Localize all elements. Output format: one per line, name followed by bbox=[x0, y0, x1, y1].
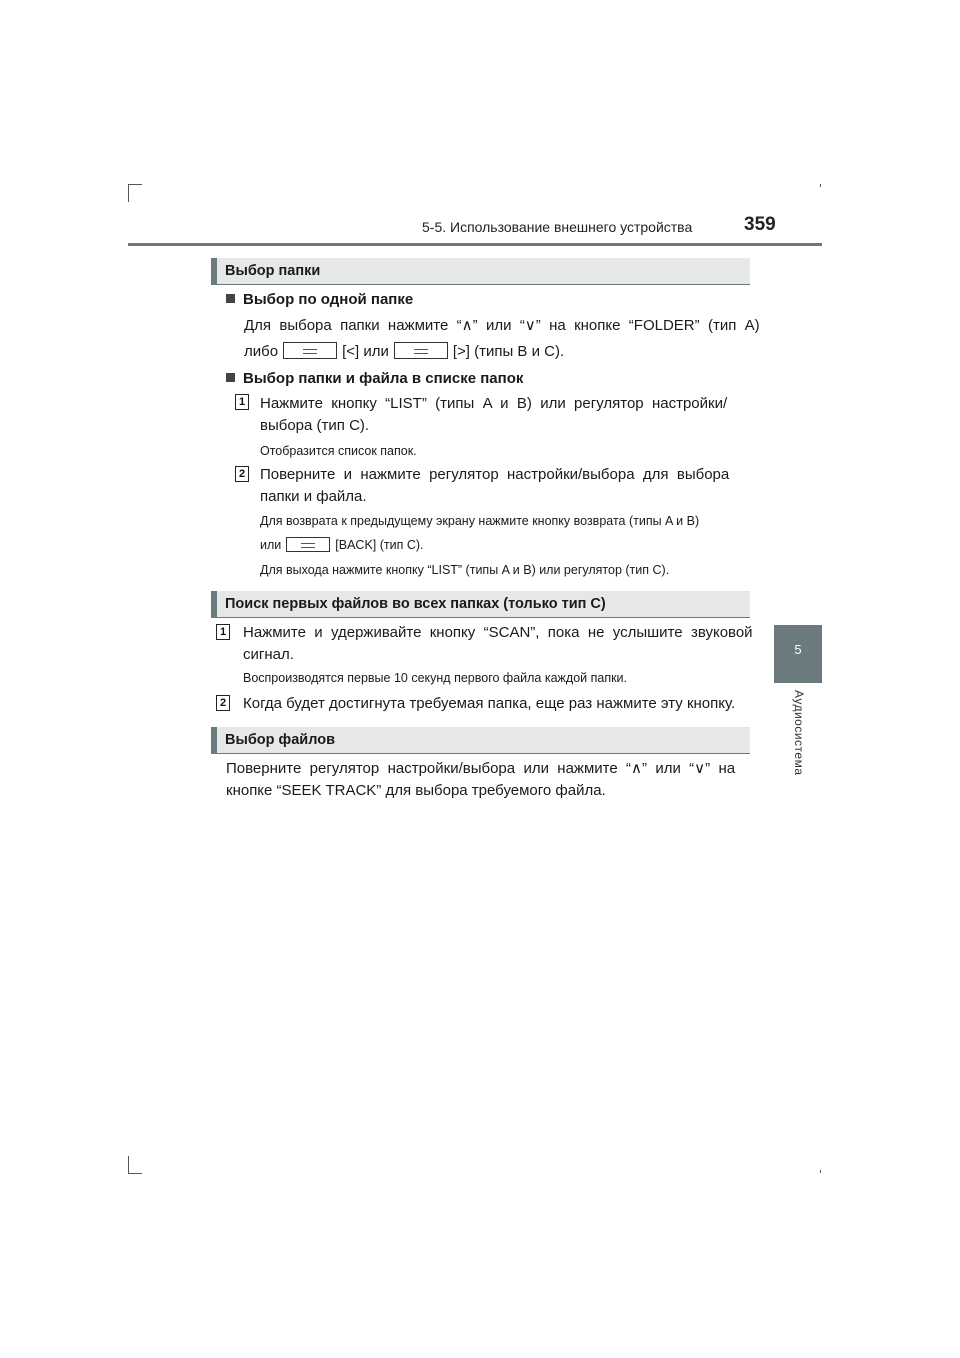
header-rule bbox=[128, 243, 822, 246]
subheading-one-folder: Выбор по одной папке bbox=[226, 289, 413, 310]
paragraph-line: выбора (тип C). bbox=[260, 417, 370, 434]
section-title-file-select: Выбор файлов bbox=[211, 727, 750, 753]
running-header: 5-5. Использование внешнего устройства bbox=[422, 219, 693, 235]
crop-mark-top-left-h bbox=[128, 184, 142, 185]
note-text: Отобразится список папок. bbox=[260, 444, 417, 458]
note-text: Воспроизводятся первые 10 секунд первого файла каждой папки. bbox=[243, 671, 628, 685]
paragraph-line: сигнал. bbox=[243, 646, 294, 663]
chapter-label: Аудиосистема bbox=[792, 690, 806, 776]
crop-mark-bottom-left-h bbox=[128, 1173, 142, 1174]
screen-button-icon bbox=[394, 342, 448, 359]
step-number-badge: 2 bbox=[235, 466, 249, 482]
note-text: Для возврата к предыдущему экрану нажмите кнопку возврата (типы A и B) bbox=[260, 514, 700, 528]
step-number-badge: 1 bbox=[216, 624, 230, 640]
chapter-tab: 5 bbox=[774, 625, 822, 683]
step-number-badge: 2 bbox=[216, 695, 230, 711]
subheading-folder-list: Выбор папки и файла в списке папок bbox=[226, 368, 523, 389]
crop-mark-top-left-v bbox=[128, 184, 129, 202]
square-bullet-icon bbox=[226, 373, 235, 382]
section-title-folder-select: Выбор папки bbox=[211, 258, 750, 284]
screen-button-icon bbox=[286, 537, 330, 552]
paragraph-line: папки и файла. bbox=[260, 488, 367, 505]
screen-button-icon bbox=[283, 342, 337, 359]
paragraph-line: Нажмите и удерживайте кнопку “SCAN”, пока не услышите звуковой bbox=[243, 624, 753, 641]
crop-mark-top-right bbox=[820, 184, 821, 187]
paragraph-line: Для выбора папки нажмите “∧” или “∨” на кнопке “FOLDER” (тип A) bbox=[244, 317, 760, 334]
paragraph-line: кнопке “SEEK TRACK” для выбора требуемого файла. bbox=[226, 782, 606, 799]
paragraph-line: Поверните и нажмите регулятор настройки/выбора для выбора bbox=[260, 466, 730, 483]
crop-mark-bottom-left-v bbox=[128, 1156, 129, 1174]
crop-mark-bottom-right bbox=[820, 1170, 821, 1173]
note-text: Для выхода нажмите кнопку “LIST” (типы A и B) или регулятор (тип C). bbox=[260, 563, 670, 577]
step-number-badge: 1 bbox=[235, 394, 249, 410]
paragraph-line: Когда будет достигнута требуемая папка, еще раз нажмите эту кнопку. bbox=[243, 695, 736, 712]
paragraph-line: Поверните регулятор настройки/выбора или нажмите “∧” или “∨” на bbox=[226, 760, 736, 777]
square-bullet-icon bbox=[226, 294, 235, 303]
note-text: или [BACK] (тип C). bbox=[260, 538, 424, 552]
page-number: 359 bbox=[744, 214, 776, 235]
paragraph-line: либо [<] или [>] (типы B и C). bbox=[244, 343, 565, 360]
paragraph-line: Нажмите кнопку “LIST” (типы A и B) или регулятор настройки/ bbox=[260, 395, 728, 412]
section-title-search-first: Поиск первых файлов во всех папках (только тип C) bbox=[211, 591, 750, 617]
